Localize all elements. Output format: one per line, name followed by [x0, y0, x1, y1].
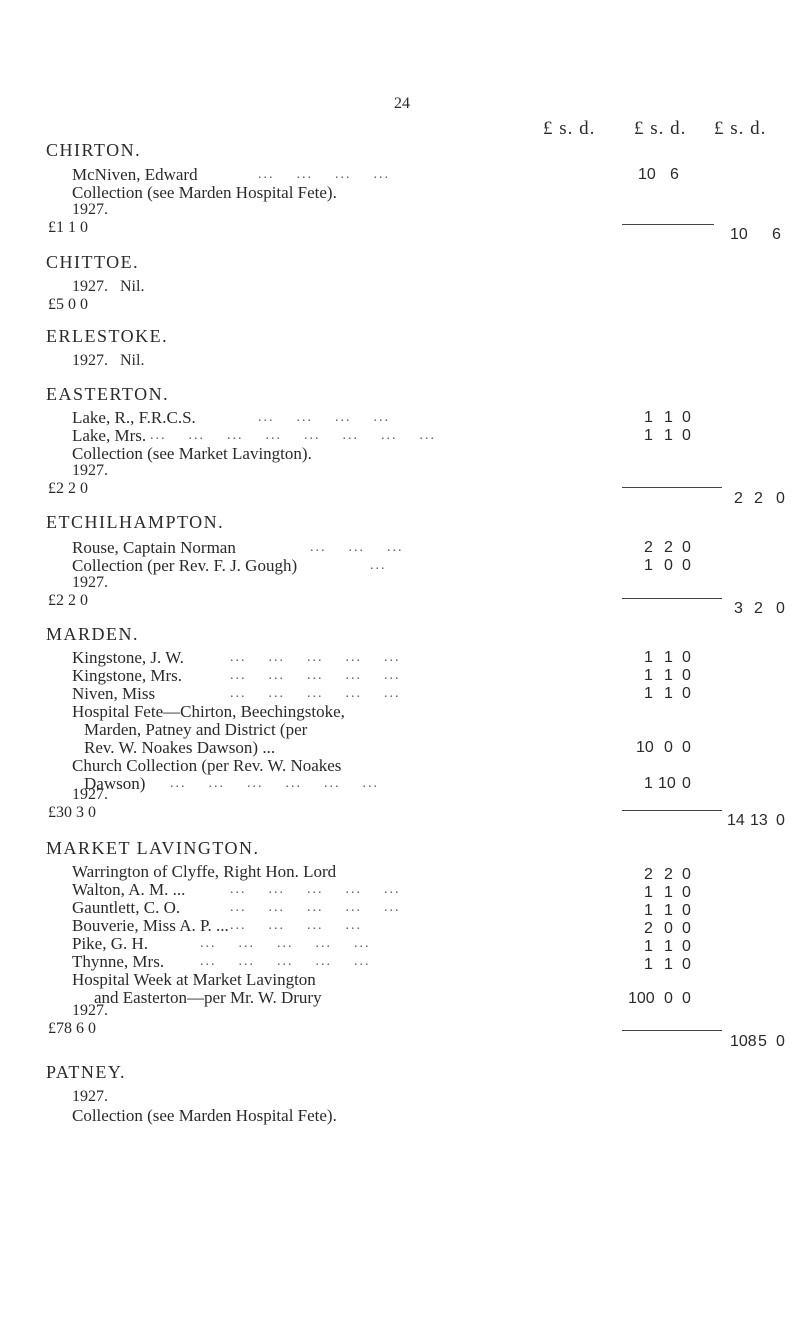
- total-pounds: 3: [734, 600, 743, 617]
- leader-dots: ... ... ... ... ...: [230, 686, 401, 701]
- leader-dots: ... ... ... ... ...: [200, 936, 371, 951]
- entry-text: Rouse, Captain Norman: [72, 538, 236, 557]
- section-title: MARKET LAVINGTON.: [46, 838, 260, 858]
- total-shillings: 2: [754, 490, 763, 507]
- total-pence: 0: [776, 812, 785, 829]
- entry-text: Church Collection (per Rev. W. Noakes: [72, 756, 342, 775]
- total-pounds: 14: [727, 812, 745, 829]
- total-pence: 6: [772, 226, 781, 243]
- leader-dots: ... ... ...: [310, 540, 404, 555]
- leader-dots: ... ... ... ...: [258, 410, 390, 425]
- total-shillings: 13: [750, 812, 768, 829]
- entry-text: Collection (see Marden Hospital Fete).: [72, 1106, 337, 1125]
- amount-shillings: 0: [664, 557, 673, 574]
- amount-pounds: 10: [636, 739, 654, 756]
- previous-year-amount: £5 0 0: [48, 296, 88, 313]
- amount-pence: 0: [682, 920, 691, 937]
- amount-shillings: 1: [664, 685, 673, 702]
- entry-text: Rev. W. Noakes Dawson) ...: [84, 738, 276, 757]
- amount-pence: 0: [682, 557, 691, 574]
- amount-pence: 0: [682, 739, 691, 756]
- amount-shillings: 1: [664, 667, 673, 684]
- amount-shillings: 10: [658, 775, 676, 792]
- amount-pounds: 1: [644, 667, 653, 684]
- entry-text: Walton, A. M. ...: [72, 880, 186, 899]
- previous-year-amount: £2 2 0: [48, 592, 88, 609]
- section-title: ERLESTOKE.: [46, 326, 169, 346]
- section-title: ETCHILHAMPTON.: [46, 512, 225, 532]
- leader-dots: ... ... ... ... ...: [230, 668, 401, 683]
- total-shillings: 10: [730, 226, 748, 243]
- entry-text: Kingstone, Mrs.: [72, 666, 183, 685]
- total-pence: 0: [776, 600, 785, 617]
- total-rule: [622, 1030, 722, 1031]
- entry-text: Dawson): [84, 774, 146, 793]
- section-title: PATNEY.: [46, 1062, 127, 1082]
- amount-pence: 0: [682, 866, 691, 883]
- leader-dots: ... ... ... ... ...: [200, 954, 371, 969]
- amount-pounds: 1: [644, 557, 653, 574]
- amount-pence: 0: [682, 685, 691, 702]
- entry-text: Kingstone, J. W.: [72, 648, 184, 667]
- section-title: CHITTOE.: [46, 252, 140, 272]
- entry-text: Pike, G. H.: [72, 934, 149, 953]
- amount-pounds: 100: [628, 990, 655, 1007]
- amount-pence: 0: [682, 539, 691, 556]
- previous-year-amount: £2 2 0: [48, 480, 88, 497]
- year-label: 1927. Nil.: [72, 278, 145, 295]
- section-title: CHIRTON.: [46, 140, 142, 160]
- leader-dots: ... ... ... ... ... ... ... ...: [150, 428, 436, 443]
- amount-shillings: 2: [664, 539, 673, 556]
- amount-pence: 0: [682, 649, 691, 666]
- amount-pounds: 1: [644, 775, 653, 792]
- year-label: 1927.: [72, 1002, 108, 1019]
- amount-pence: 0: [682, 667, 691, 684]
- total-rule: [622, 810, 722, 811]
- previous-year-amount: £78 6 0: [48, 1020, 96, 1037]
- year-label: 1927.: [72, 574, 108, 591]
- amount-pence: 0: [682, 427, 691, 444]
- leader-dots: ...: [370, 558, 387, 573]
- amount-pence: 0: [682, 775, 691, 792]
- total-rule: [622, 224, 714, 225]
- entry-text: Collection (per Rev. F. J. Gough): [72, 556, 298, 575]
- amount-shillings: 0: [664, 990, 673, 1007]
- total-pounds: 108: [730, 1033, 757, 1050]
- amount-pounds: 1: [644, 902, 653, 919]
- entry-text: Bouverie, Miss A. P. ...: [72, 916, 229, 935]
- entry-text: Collection (see Market Lavington).: [72, 444, 312, 463]
- amount-pounds: 2: [644, 920, 653, 937]
- amount-pence: 0: [682, 990, 691, 1007]
- amount-pence: 0: [682, 884, 691, 901]
- leader-dots: ... ... ... ... ...: [230, 882, 401, 897]
- amount-pounds: 1: [644, 685, 653, 702]
- entry-text: Marden, Patney and District (per: [84, 720, 308, 739]
- total-pence: 0: [776, 490, 785, 507]
- entry-text: Thynne, Mrs.: [72, 952, 165, 971]
- amount-pounds: 2: [644, 539, 653, 556]
- amount-shillings: 1: [664, 884, 673, 901]
- currency-header-1: £ s. d.: [543, 118, 596, 139]
- total-rule: [622, 487, 722, 488]
- year-label: 1927.: [72, 786, 108, 803]
- currency-header-2: £ s. d.: [634, 118, 687, 139]
- entry-text: Warrington of Clyffe, Right Hon. Lord: [72, 862, 337, 881]
- entry-text: Collection (see Marden Hospital Fete).: [72, 183, 337, 202]
- entry-text: Niven, Miss: [72, 684, 156, 703]
- amount-shillings: 0: [664, 920, 673, 937]
- amount-shillings: 1: [664, 938, 673, 955]
- year-label: 1927.: [72, 462, 108, 479]
- entry-text: and Easterton—per Mr. W. Drury: [94, 988, 322, 1007]
- total-pence: 0: [776, 1033, 785, 1050]
- total-shillings: 2: [754, 600, 763, 617]
- previous-year-amount: £1 1 0: [48, 219, 88, 236]
- total-shillings: 5: [758, 1033, 767, 1050]
- amount-shillings: 1: [664, 956, 673, 973]
- leader-dots: ... ... ... ...: [230, 918, 362, 933]
- section-title: MARDEN.: [46, 624, 140, 644]
- amount-shillings: 1: [664, 427, 673, 444]
- year-label: 1927. Nil.: [72, 352, 145, 369]
- year-label: 1927.: [72, 1088, 108, 1105]
- amount-pence: 6: [670, 166, 679, 183]
- entry-text: Gauntlett, C. O.: [72, 898, 181, 917]
- leader-dots: ... ... ... ... ...: [230, 650, 401, 665]
- amount-pounds: 1: [644, 409, 653, 426]
- entry-text: Lake, Mrs.: [72, 426, 147, 445]
- entry-text: Hospital Week at Market Lavington: [72, 970, 316, 989]
- leader-dots: ... ... ... ... ...: [230, 900, 401, 915]
- amount-shillings: 2: [664, 866, 673, 883]
- entry-text: McNiven, Edward: [72, 165, 198, 184]
- section-title: EASTERTON.: [46, 384, 170, 404]
- amount-pence: 0: [682, 409, 691, 426]
- amount-shillings: 1: [664, 649, 673, 666]
- total-rule: [622, 598, 722, 599]
- amount-pounds: 1: [644, 938, 653, 955]
- amount-pounds: 1: [644, 956, 653, 973]
- amount-shillings: 0: [664, 739, 673, 756]
- amount-pounds: 1: [644, 427, 653, 444]
- amount-shillings: 10: [638, 166, 656, 183]
- year-label: 1927.: [72, 201, 108, 218]
- previous-year-amount: £30 3 0: [48, 804, 96, 821]
- entry-text: Hospital Fete—Chirton, Beechingstoke,: [72, 702, 345, 721]
- leader-dots: ... ... ... ... ... ...: [170, 776, 379, 791]
- amount-shillings: 1: [664, 902, 673, 919]
- amount-pounds: 2: [644, 866, 653, 883]
- amount-shillings: 1: [664, 409, 673, 426]
- amount-pounds: 1: [644, 649, 653, 666]
- amount-pence: 0: [682, 902, 691, 919]
- entry-text: Lake, R., F.R.C.S.: [72, 408, 196, 427]
- leader-dots: ... ... ... ...: [258, 167, 390, 182]
- page-number: 24: [394, 95, 410, 112]
- amount-pence: 0: [682, 956, 691, 973]
- amount-pence: 0: [682, 938, 691, 955]
- total-pounds: 2: [734, 490, 743, 507]
- currency-header-3: £ s. d.: [714, 118, 767, 139]
- amount-pounds: 1: [644, 884, 653, 901]
